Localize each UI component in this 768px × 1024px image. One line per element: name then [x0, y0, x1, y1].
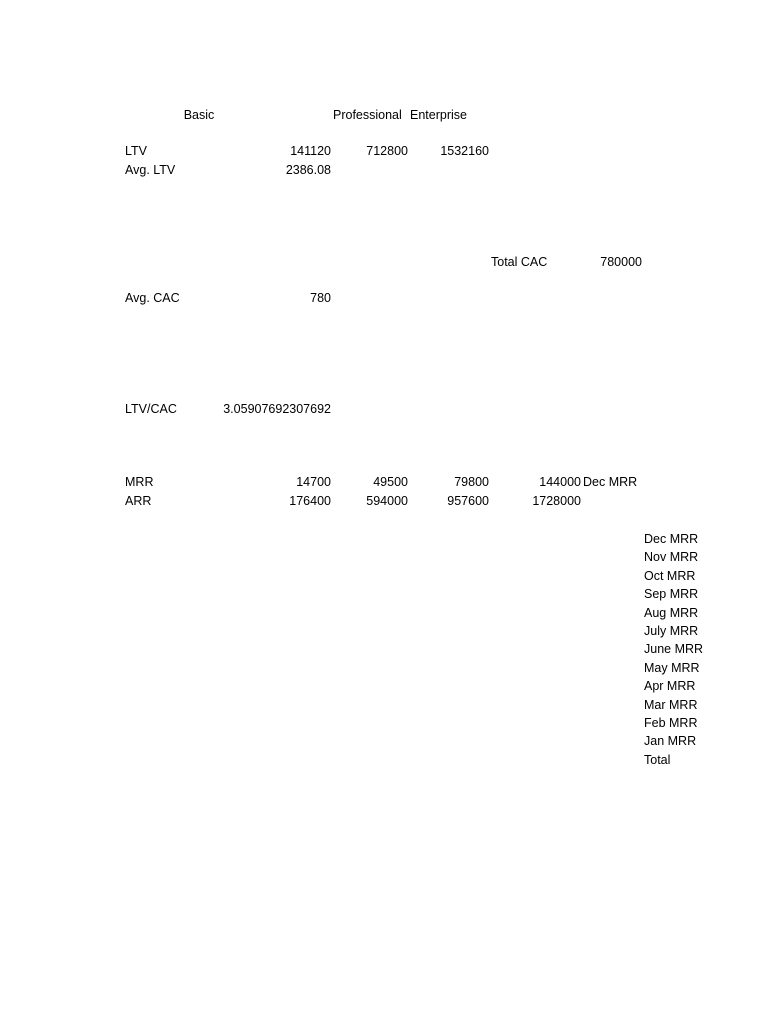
monthly-item: July MRR	[644, 623, 699, 638]
header-basic: Basic	[183, 108, 215, 122]
monthly-item: Nov MRR	[644, 550, 699, 565]
monthly-item: Apr MRR	[644, 679, 696, 694]
arr-enterprise-value: 957600	[447, 494, 489, 508]
monthly-item: Oct MRR	[644, 568, 696, 583]
mrr-basic-value: 14700	[296, 475, 331, 489]
ltv-cac-label: LTV/CAC	[125, 402, 177, 416]
mrr-total-value: 144000	[539, 475, 581, 489]
mrr-professional-value: 49500	[373, 475, 408, 489]
monthly-item: Dec MRR	[644, 532, 699, 546]
avg-ltv-label: Avg. LTV	[125, 163, 176, 177]
header-professional: Professional	[333, 108, 402, 122]
mrr-enterprise-value: 79800	[454, 475, 489, 489]
arr-total-value: 1728000	[532, 494, 581, 508]
monthly-item: Feb MRR	[644, 715, 698, 730]
monthly-item: May MRR	[644, 660, 700, 675]
monthly-item: Aug MRR	[644, 605, 699, 620]
monthly-item: Jan MRR	[644, 734, 697, 749]
ltv-professional-value: 712800	[366, 144, 408, 158]
arr-label: ARR	[125, 494, 152, 508]
total-cac-label: Total CAC	[491, 255, 548, 269]
monthly-item: Mar MRR	[644, 697, 698, 712]
monthly-total: Total	[644, 752, 671, 767]
monthly-item: Sep MRR	[644, 587, 699, 602]
header-enterprise: Enterprise	[410, 108, 467, 122]
arr-basic-value: 176400	[289, 494, 331, 508]
monthly-item: June MRR	[644, 642, 704, 657]
arr-professional-value: 594000	[366, 494, 408, 508]
avg-ltv-value: 2386.08	[285, 163, 331, 177]
ltv-enterprise-value: 1532160	[440, 144, 489, 158]
mrr-label: MRR	[125, 475, 154, 489]
avg-cac-label: Avg. CAC	[125, 291, 180, 305]
avg-cac-value: 780	[310, 291, 331, 305]
monthly-mrr-list	[644, 530, 744, 769]
total-cac-value: 780000	[600, 255, 642, 269]
ltv-basic-value: 141120	[290, 144, 331, 158]
ltv-cac-value: 3.05907692307692	[223, 402, 331, 416]
mrr-note: Dec MRR	[583, 475, 638, 489]
ltv-label: LTV	[125, 144, 147, 158]
